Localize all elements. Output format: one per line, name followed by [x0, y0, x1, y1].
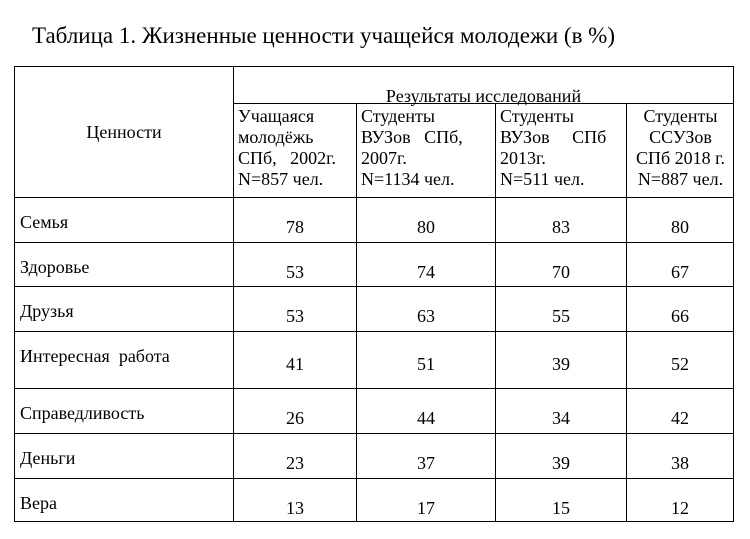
table-row — [15, 243, 734, 287]
table-cell: 55 — [496, 287, 627, 332]
table-cell: 51 — [357, 332, 496, 389]
table-cell: 53 — [234, 287, 357, 332]
table-title: Таблица 1. Жизненные ценности учащейся молодежи (в %) — [32, 23, 615, 48]
table-cell: 13 — [234, 479, 357, 522]
table-cell: 53 — [234, 243, 357, 287]
table-cell: 41 — [234, 332, 357, 389]
table-cell: 15 — [496, 479, 627, 522]
table-cell: 39 — [496, 434, 627, 479]
table-cell: 66 — [627, 287, 734, 332]
header-values: Ценности — [15, 67, 234, 198]
row-label: Интересная работа — [15, 332, 234, 389]
table-cell: 74 — [357, 243, 496, 287]
table-cell: 63 — [357, 287, 496, 332]
table-cell: 38 — [627, 434, 734, 479]
table-row — [15, 389, 734, 434]
table-cell: 34 — [496, 389, 627, 434]
table-row — [15, 332, 734, 389]
column-header-2: Студенты ВУЗов СПб, 2007г. N=1134 чел. — [357, 104, 496, 198]
table-cell: 80 — [357, 198, 496, 243]
table-row — [15, 287, 734, 332]
table-cell: 12 — [627, 479, 734, 522]
table-cell: 83 — [496, 198, 627, 243]
table-row — [15, 198, 734, 243]
row-label: Друзья — [15, 287, 234, 332]
column-header-4: Студенты ССУЗов СПб 2018 г. N=887 чел. — [627, 104, 734, 198]
row-label: Вера — [15, 479, 234, 522]
table-row — [15, 479, 734, 522]
table-cell: 37 — [357, 434, 496, 479]
table-cell: 44 — [357, 389, 496, 434]
table-cell: 80 — [627, 198, 734, 243]
row-label: Деньги — [15, 434, 234, 479]
table-cell: 42 — [627, 389, 734, 434]
row-label: Здоровье — [15, 243, 234, 287]
table-cell: 17 — [357, 479, 496, 522]
table-cell: 26 — [234, 389, 357, 434]
row-label: Семья — [15, 198, 234, 243]
table-cell: 52 — [627, 332, 734, 389]
column-header-3: Студенты ВУЗов СПб 2013г. N=511 чел. — [496, 104, 627, 198]
column-header-1: Учащаяся молодёжь СПб, 2002г. N=857 чел. — [234, 104, 357, 198]
header-results: Результаты исследований — [234, 67, 734, 104]
table-cell: 23 — [234, 434, 357, 479]
values-table — [14, 66, 734, 522]
table-row — [15, 434, 734, 479]
table-cell: 67 — [627, 243, 734, 287]
row-label: Справедливость — [15, 389, 234, 434]
table-cell: 70 — [496, 243, 627, 287]
table-cell: 78 — [234, 198, 357, 243]
table-cell: 39 — [496, 332, 627, 389]
